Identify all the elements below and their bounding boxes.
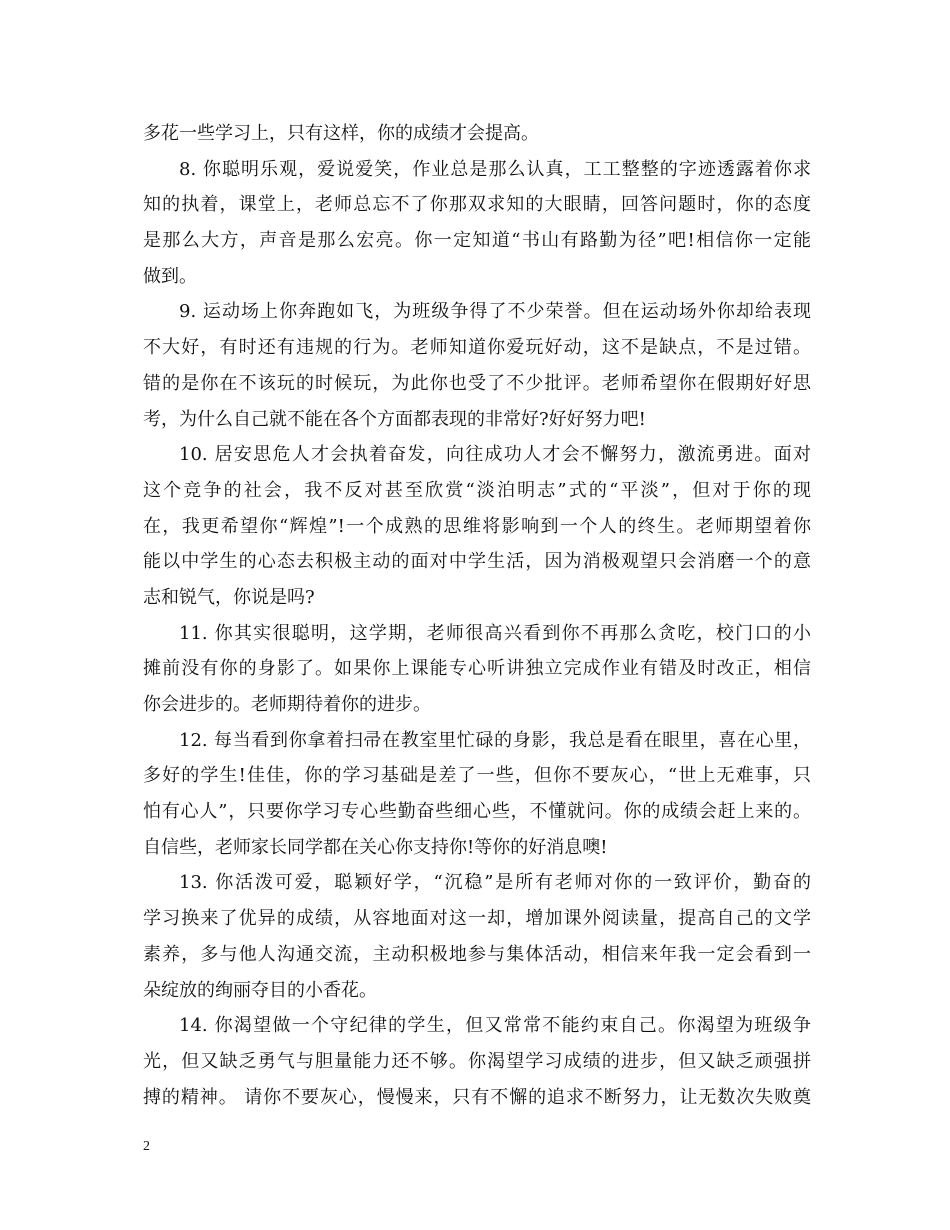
- text-line: 你会进步的。老师期待着你的进步。: [143, 694, 431, 715]
- text-line: 光，但又缺乏勇气与胆量能力还不够。你渴望学习成绩的进步，但又缺乏顽强拼: [143, 1050, 811, 1072]
- text-line: 知的执着，课堂上，老师总忘不了你那双求知的大眼睛，回答问题时，你的态度: [143, 194, 811, 216]
- page-number: 2: [143, 1139, 150, 1154]
- text-line: 自信些，老师家长同学都在关心你支持你!等你的好消息噢!: [143, 836, 608, 858]
- text-line: 8. 你聪明乐观，爱说爱笑，作业总是那么认真，工工整整的字迹透露着你求: [179, 158, 811, 180]
- text-line: 这个竞争的社会，我不反对甚至欣赏“淡泊明志”式的“平淡”，但对于你的现: [143, 479, 811, 501]
- text-line: 摊前没有你的身影了。如果你上课能专心听讲独立完成作业有错及时改正，相信: [143, 658, 811, 680]
- text-line: 12. 每当看到你拿着扫帚在教室里忙碌的身影，我总是看在眼里，喜在心里，: [179, 729, 811, 751]
- text-line: 14. 你渴望做一个守纪律的学生，但又常常不能约束自己。你渴望为班级争: [179, 1015, 811, 1037]
- text-line: 9. 运动场上你奔跑如飞，为班级争得了不少荣誉。但在运动场外你却给表现: [179, 301, 811, 323]
- text-line: 学习换来了优异的成绩，从容地面对这一却，增加课外阅读量，提高自己的文学: [143, 908, 811, 930]
- text-line: 13. 你活泼可爱，聪颖好学，“沉稳”是所有老师对你的一致评价，勤奋的: [179, 872, 811, 894]
- text-line: 素养，多与他人沟通交流，主动积极地参与集体活动，相信来年我一定会看到一: [143, 943, 811, 965]
- text-line: 多好的学生!佳佳，你的学习基础是差了一些，但你不要灰心，“世上无难事，只: [143, 765, 811, 787]
- document-body: [143, 116, 811, 1115]
- text-line: 搏的精神。 请你不要灰心，慢慢来，只有不懈的追求不断努力，让无数次失败奠: [143, 1086, 811, 1108]
- text-line: 不大好，有时还有违规的行为。老师知道你爱玩好动，这不是缺点，不是过错。: [143, 337, 811, 359]
- text-line: 10. 居安思危人才会执着奋发，向往成功人才会不懈努力，激流勇进。面对: [179, 444, 811, 466]
- text-line: 在，我更希望你“辉煌”!一个成熟的思维将影响到一个人的终生。老师期望着你: [143, 515, 811, 537]
- text-line: 错的是你在不该玩的时候玩，为此你也受了不少批评。老师希望你在假期好好思: [143, 372, 811, 394]
- text-line: 怕有心人”，只要你学习专心些勤奋些细心些，不懂就问。你的成绩会赶上来的。: [143, 801, 811, 823]
- text-line: 考，为什么自己就不能在各个方面都表现的非常好?好好努力吧!: [143, 408, 646, 430]
- text-line: 志和锐气，你说是吗?: [143, 586, 315, 608]
- text-line: 做到。: [143, 265, 197, 287]
- text-line: 朵绽放的绚丽夺目的小香花。: [143, 979, 377, 1001]
- text-line: 11. 你其实很聪明，这学期，老师很高兴看到你不再那么贪吃，校门口的小: [179, 622, 811, 644]
- text-line: 是那么大方，声音是那么宏亮。你一定知道“书山有路勤为径”吧!相信你一定能: [143, 230, 811, 252]
- text-line: 能以中学生的心态去积极主动的面对中学生活，因为消极观望只会消磨一个的意: [143, 551, 811, 573]
- text-line: 多花一些学习上，只有这样，你的成绩才会提高。: [143, 123, 539, 144]
